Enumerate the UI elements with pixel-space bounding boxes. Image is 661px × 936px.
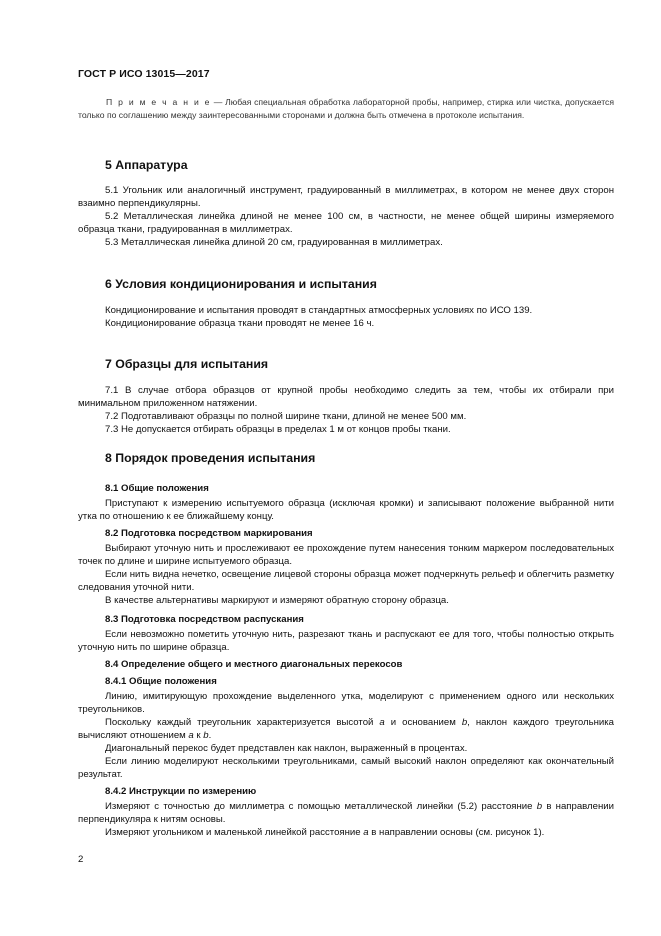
section-8-4-title: 8.4 Определение общего и местного диагональных перекосов [105,659,403,670]
document-header: ГОСТ Р ИСО 13015—2017 [78,68,210,80]
para-6-2: Кондиционирование образца ткани проводят не менее 16 ч. [105,318,375,329]
para-8-2-2: Если нить видна нечетко, освещение лицевой стороны образца может подчеркнуть рельеф и облегчить разметку следования уточной нити. [78,569,614,593]
note-paragraph [78,96,614,121]
text-run: Измеряют угольником и маленькой линейкой расстояние [105,827,364,838]
para-5-2: 5.2 Металлическая линейка длиной не менее 100 см, в частности, не менее общей ширины измеряемого образца ткани, градуированная в миллиметрах. [78,211,614,235]
para-8-1: Приступают к измерению испытуемого образца (исключая кромки) и записывают положение выбранной нити утка по отношению к ее ближайшему концу. [78,498,614,522]
para-7-2: 7.2 Подготавливают образцы по полной ширине ткани, длиной не менее 500 мм. [105,411,467,422]
var-a: a [188,729,194,741]
section-7-title: 7 Образцы для испытания [105,357,269,371]
para-6-1: Кондиционирование и испытания проводят в стандартных атмосферных условиях по ИСО 139. [105,305,533,316]
section-6-title: 6 Условия кондиционирования и испытания [105,277,377,291]
para-8-4-1-3: Диагональный перекос будет представлен как наклон, выраженный в процентах. [105,743,468,754]
text-run: Поскольку каждый треугольник характеризуется высотой [105,717,380,728]
para-8-4-2-2 [78,827,614,840]
page-number: 2 [78,854,84,865]
para-8-2-1: Выбирают уточную нить и прослеживают ее прохождение путем нанесения тонким маркером последовательных точек по длине и ширине испытуемого образца. [78,543,614,567]
para-8-2-3: В качестве альтернативы маркируют и измеряют обратную сторону образца. [105,595,449,606]
text-run: , наклон каждого треугольника вычисляют отношением [78,717,614,741]
text-run: к [193,729,204,741]
section-8-2-title: 8.2 Подготовка посредством маркирования [105,528,313,539]
para-8-4-2-1 [78,801,614,826]
para-5-1: 5.1 Угольник или аналогичный инструмент, градуированный в миллиметрах, в котором не менее двух сторон взаимно перпендикулярны. [78,185,614,209]
para-8-4-1-1: Линию, имитирующую прохождение выделенного утка, моделируют с применением одного или нескольких треугольников. [78,691,614,715]
section-8-title: 8 Порядок проведения испытания [105,451,316,465]
note-text: — Любая специальная обработка лабораторной пробы, например, стирка или чистка, допускается только по соглашению между заинтересованными сторонами и должна быть отмечена в протоколе испытания. [78,97,614,120]
var-a: a [363,827,369,838]
var-b: b [203,729,209,741]
text-run: в направлении перпендикуляра к нитям основы. [78,801,614,825]
var-a: a [379,717,385,728]
section-8-4-2-title: 8.4.2 Инструкции по измерению [105,786,257,797]
text-run: в направлении основы (см. рисунок 1). [368,827,545,838]
var-b: b [536,801,543,812]
text-run: Измеряют с точностью до миллиметра с помощью металлической линейки (5.2) расстояние [105,801,537,812]
var-b: b [461,717,468,728]
para-8-4-1-2 [78,717,614,742]
section-8-4-1-title: 8.4.1 Общие положения [105,676,217,687]
para-7-1: 7.1 В случае отбора образцов от крупной пробы необходимо следить за тем, чтобы их отбирали при минимальном приложенном натяжении. [78,385,614,409]
section-5-title: 5 Аппаратура [105,158,188,172]
section-8-1-title: 8.1 Общие положения [105,483,209,494]
section-8-3-title: 8.3 Подготовка посредством распускания [105,614,304,625]
para-8-3: Если невозможно пометить уточную нить, разрезают ткань и распускают ее для того, чтобы полностью открыть уточную нить по ширине образца. [78,629,614,653]
text-run: и основанием [384,717,462,728]
note-lead: П р и м е ч а н и е [106,97,212,107]
para-5-3: 5.3 Металлическая линейка длиной 20 см, градуированная в миллиметрах. [105,237,443,248]
para-8-4-1-4: Если линию моделируют несколькими треугольниками, самый высокий наклон определяют как окончательный результат. [78,756,614,780]
para-7-3: 7.3 Не допускается отбирать образцы в пределах 1 м от концов пробы ткани. [105,424,451,435]
text-run: . [208,729,212,741]
